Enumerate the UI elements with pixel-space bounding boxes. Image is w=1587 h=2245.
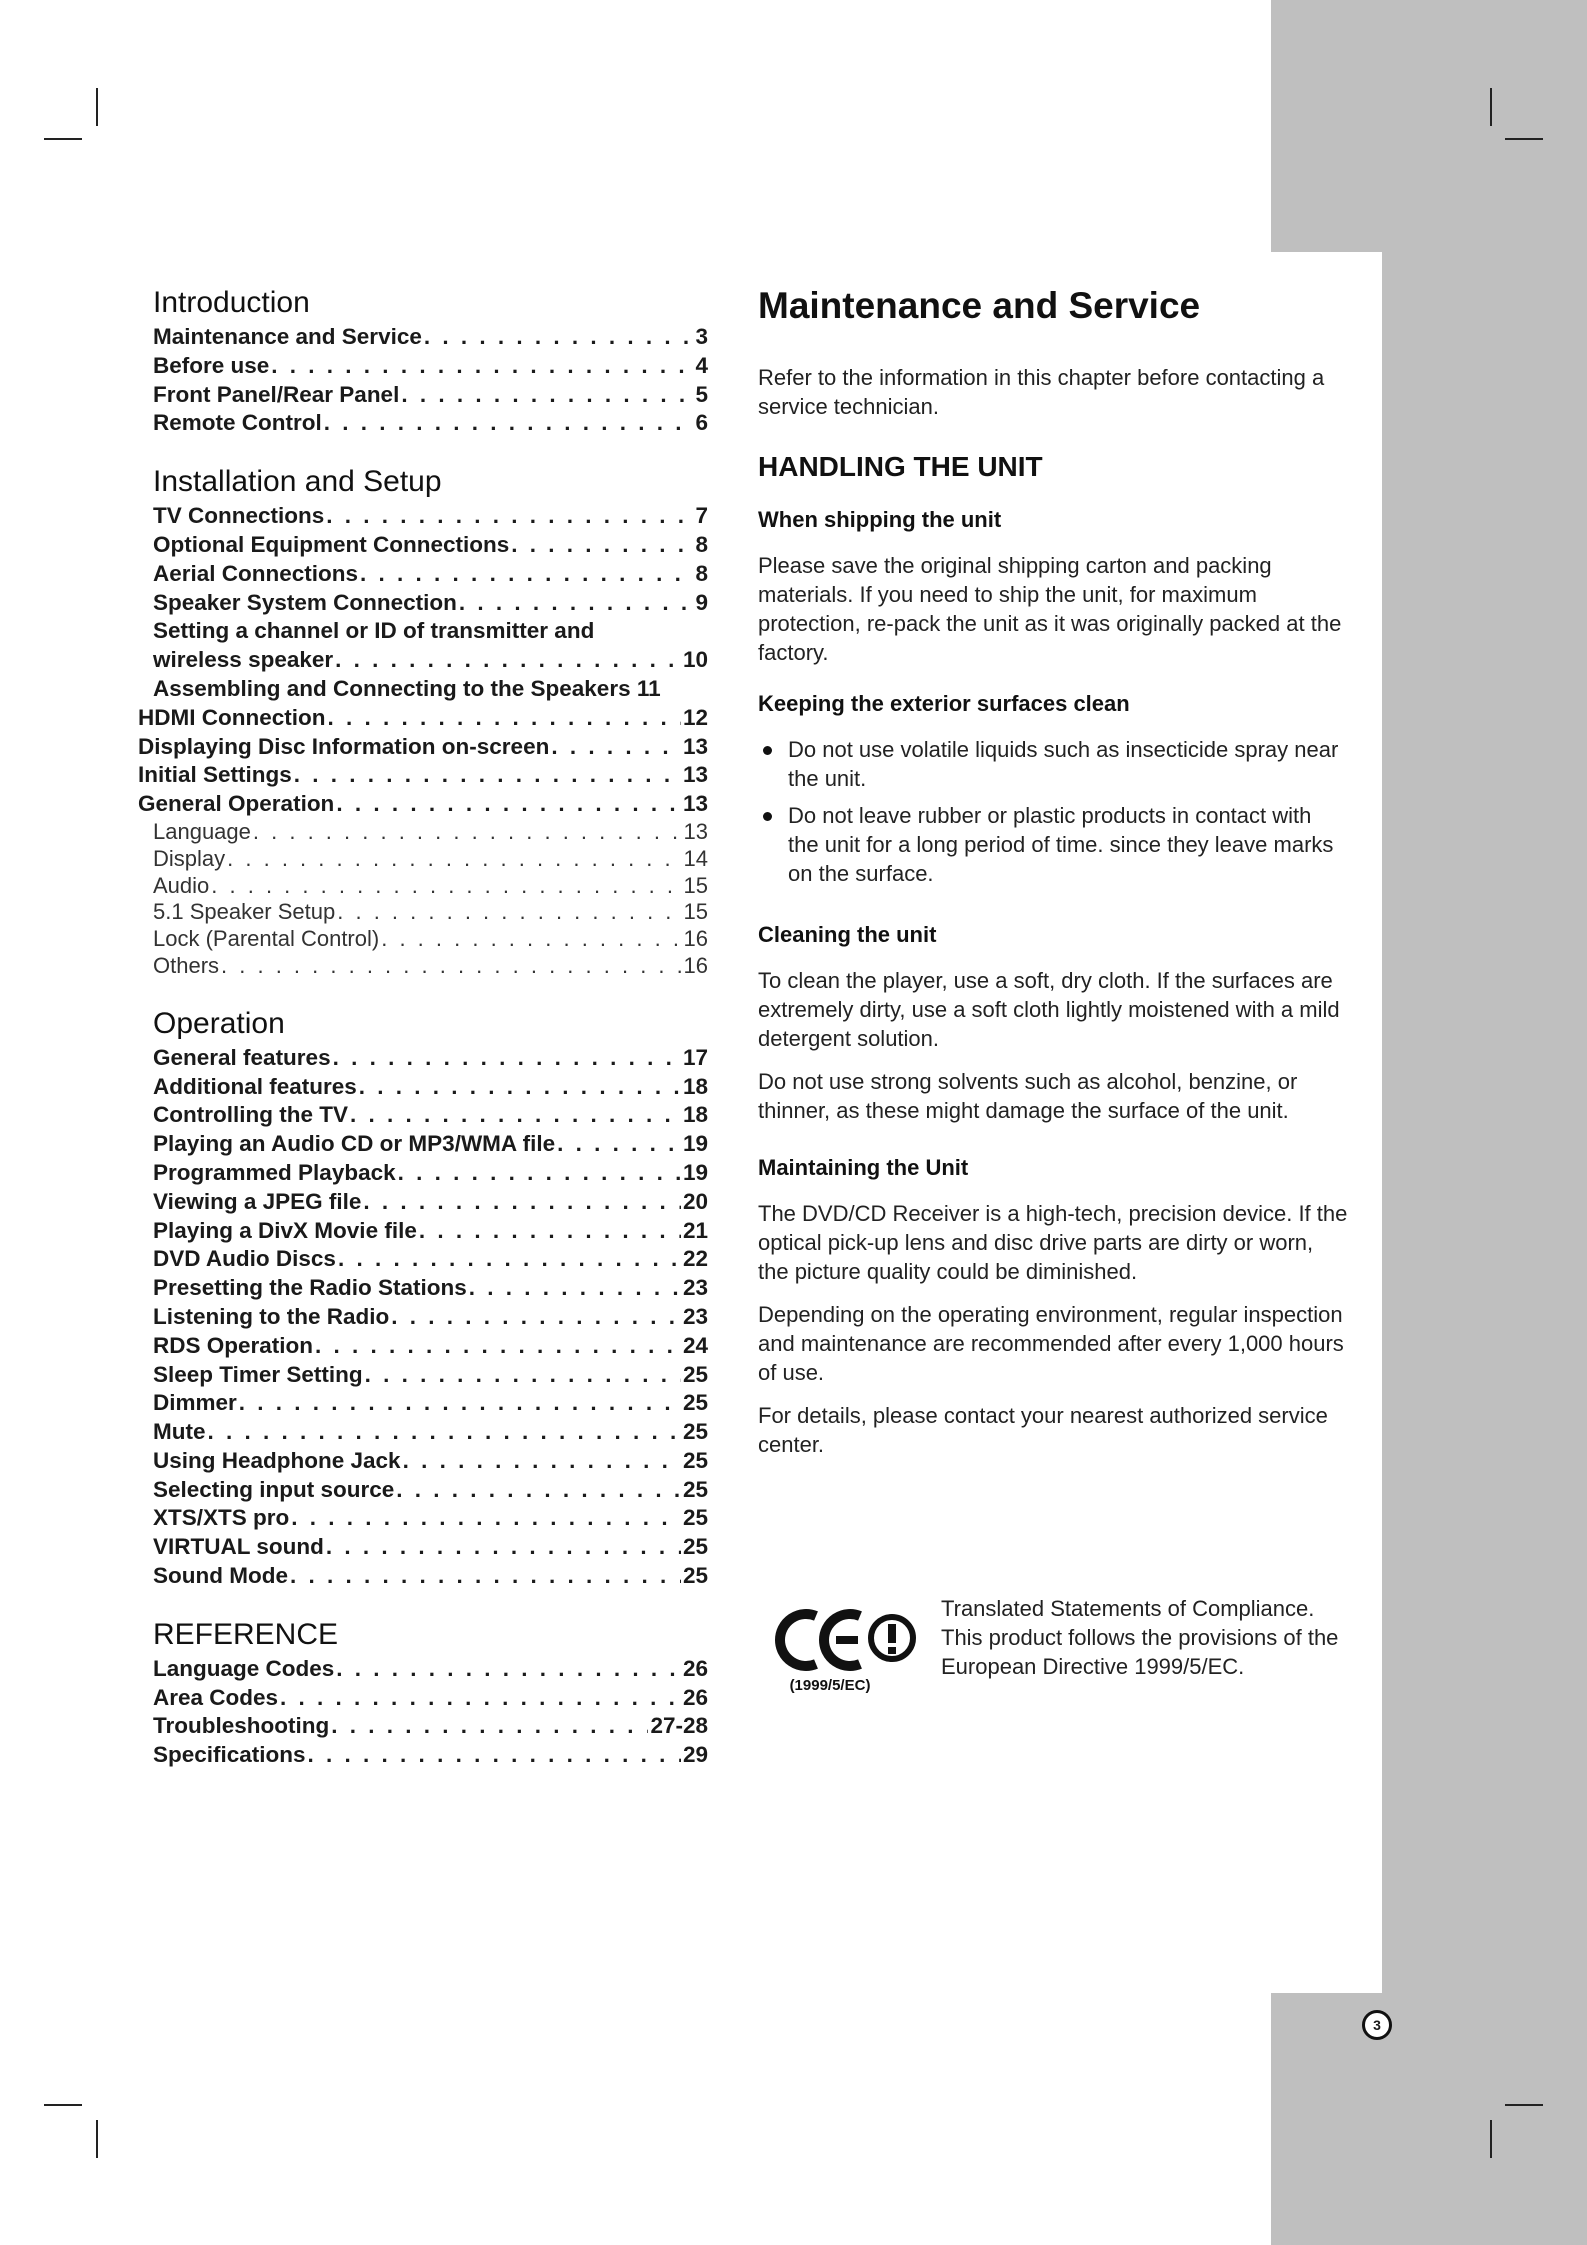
toc-leader-dots [208, 1418, 681, 1447]
toc-entry-page: 17 [682, 1044, 708, 1070]
toc-leader-dots [360, 560, 693, 589]
toc-leader-dots [381, 926, 681, 953]
toc-entry-label: Area Codes [153, 1684, 279, 1710]
toc-entry-label: Specifications [153, 1742, 306, 1768]
toc-entry-page: 25 [682, 1361, 708, 1387]
toc-entry-page: 29 [682, 1742, 708, 1768]
toc-leader-dots [326, 1533, 681, 1562]
maintaining-text: The DVD/CD Receiver is a high-tech, precision device. If the optical pick-up lens and disc drive parts are dirty or worn, the picture quality could be diminished. [758, 1201, 1348, 1284]
toc-leader-dots [308, 1741, 681, 1770]
toc-leader-dots [333, 1044, 681, 1073]
toc-entry-page: 20 [682, 1188, 708, 1214]
toc-entry [138, 1741, 708, 1770]
toc-entry-label: Selecting input source [153, 1476, 395, 1502]
toc-leader-dots [336, 790, 681, 819]
toc-entry-page: 25 [682, 1390, 708, 1416]
toc-entry [138, 761, 708, 790]
toc-entry-page: 6 [695, 410, 708, 436]
toc-entry-label: Maintenance and Service [153, 324, 422, 349]
toc-entry [138, 926, 708, 953]
list-item: Do not leave rubber or plastic products in contact with the unit for a long period of time. since they leave marks on the surface. [758, 801, 1348, 888]
toc-entry-label: VIRTUAL sound [153, 1534, 324, 1560]
toc-entry-label: Displaying Disc Information on-screen [138, 733, 550, 759]
toc-entry [138, 1044, 708, 1073]
toc-entry [138, 1476, 708, 1505]
toc-leader-dots [271, 352, 693, 381]
margin-strip-bottom [1271, 1993, 1587, 2245]
toc-entry [138, 819, 708, 846]
toc-entry [138, 1101, 708, 1130]
toc-entry [138, 560, 708, 589]
toc-entry [138, 617, 708, 646]
toc-entry [138, 675, 708, 704]
toc-entry-page: 10 [682, 647, 708, 673]
toc-entry-label: XTS/XTS pro [153, 1505, 290, 1531]
toc-entry-page: 23 [682, 1303, 708, 1329]
toc-entry-page: 22 [682, 1246, 708, 1272]
toc-leader-dots [359, 1073, 681, 1102]
toc-entry-label: Sound Mode [153, 1563, 288, 1589]
toc-entry [138, 790, 708, 819]
toc-leader-dots [239, 1389, 681, 1418]
toc-entry-label: RDS Operation [153, 1332, 314, 1358]
toc-entry-page: 25 [682, 1476, 708, 1502]
toc-leader-dots [396, 1476, 681, 1505]
toc-entry [138, 953, 708, 980]
toc-entry-label: Mute [153, 1419, 206, 1445]
toc-entry-label: Additional features [153, 1073, 357, 1099]
toc-entry-page: 23 [682, 1275, 708, 1301]
toc-leader-dots [221, 953, 681, 980]
toc-leader-dots [469, 1274, 681, 1303]
toc-entry-page: 25 [682, 1563, 708, 1589]
crop-mark [1490, 88, 1492, 126]
toc-entry [138, 1073, 708, 1102]
toc-entry [138, 1303, 708, 1332]
toc-entry-page: 13 [683, 818, 708, 844]
toc-entry-label: Sleep Timer Setting [153, 1361, 363, 1387]
toc-entry-page: 5 [695, 381, 708, 407]
toc-leader-dots [403, 1447, 681, 1476]
toc-entry-label: Aerial Connections [153, 560, 359, 586]
toc-section-title: Operation [153, 1006, 285, 1040]
toc-leader-dots [211, 873, 681, 900]
toc-leader-dots [253, 819, 682, 846]
toc-entry [138, 1712, 708, 1741]
toc-entry [138, 1361, 708, 1390]
toc-entry-page: 8 [695, 531, 708, 557]
ce-label: (1999/5/EC) [789, 1677, 871, 1694]
toc-leader-dots [338, 1245, 681, 1274]
exterior-bullets [758, 735, 1348, 888]
toc-entry-label: Viewing a JPEG file [153, 1188, 362, 1214]
toc-entry [138, 589, 708, 618]
toc-leader-dots [294, 761, 681, 790]
toc-leader-dots [335, 646, 681, 675]
toc-entry-page: 19 [682, 1159, 708, 1185]
toc-entry [138, 409, 708, 438]
toc-entry-label: Troubleshooting [153, 1713, 330, 1739]
toc-entry-page: 16 [683, 926, 708, 952]
crop-mark [96, 88, 98, 126]
toc-leader-dots [419, 1217, 681, 1246]
toc-entry-label: General Operation [138, 791, 335, 817]
toc-entry-label: Language [153, 818, 251, 844]
toc-entry-label: General features [153, 1044, 331, 1070]
toc-entry [138, 323, 708, 352]
toc-entry [138, 899, 708, 926]
crop-mark [1490, 2120, 1492, 2158]
toc-entry-label: Playing a DivX Movie file [153, 1217, 417, 1243]
toc-entry-label: Listening to the Radio [153, 1303, 390, 1329]
toc-entry [138, 502, 708, 531]
toc-entry [138, 704, 708, 733]
toc-entry-label: Controlling the TV [153, 1102, 348, 1128]
toc-entry-page: 13 [682, 733, 708, 759]
toc-entry-page: 13 [682, 762, 708, 788]
toc-entry-label: Playing an Audio CD or MP3/WMA file [153, 1131, 556, 1157]
toc-entry [138, 381, 708, 410]
page-title: Maintenance and Service [758, 285, 1201, 326]
toc-entry-page: 25 [682, 1534, 708, 1560]
toc-entry [138, 352, 708, 381]
toc-entry-label: Programmed Playback [153, 1159, 396, 1185]
toc-entry [138, 1533, 708, 1562]
toc-entry-page: 14 [683, 845, 708, 871]
toc-entry-label: Assembling and Connecting to the Speakers 11 [153, 675, 661, 701]
toc-section-title: REFERENCE [153, 1617, 339, 1651]
toc-entry-page: 18 [682, 1102, 708, 1128]
page-number: 3 [1362, 2010, 1392, 2040]
toc-entry [138, 1562, 708, 1591]
maintaining-text: Depending on the operating environment, regular inspection and maintenance are recommended after every 1,000 hours of use. [758, 1302, 1344, 1385]
toc-leader-dots [331, 1712, 648, 1741]
toc-entry-label: Audio [153, 872, 210, 898]
toc-leader-dots [511, 531, 693, 560]
shipping-text: Please save the original shipping carton and packing materials. If you need to ship the unit, for maximum protection, re-pack the unit as it was originally packed at the factory. [758, 553, 1342, 665]
toc-leader-dots [363, 1188, 681, 1217]
toc-entry-page: 27-28 [650, 1713, 708, 1739]
cleaning-text: Do not use strong solvents such as alcohol, benzine, or thinner, as these might damage the surface of the unit. [758, 1069, 1298, 1123]
toc-section [138, 1617, 708, 1770]
toc-entry-label: wireless speaker [153, 647, 334, 673]
compliance-line: Translated Statements of Compliance. [941, 1596, 1315, 1621]
crop-mark [96, 2120, 98, 2158]
toc-entry-label: Before use [153, 352, 270, 378]
compliance-line: This product follows the provisions of the European Directive 1999/5/EC. [941, 1625, 1339, 1679]
shipping-heading: When shipping the unit [758, 507, 1002, 532]
toc-entry [138, 1159, 708, 1188]
toc-leader-dots [365, 1361, 681, 1390]
toc-entry-label: Language Codes [153, 1655, 335, 1681]
toc-entry [138, 1504, 708, 1533]
toc-leader-dots [557, 1130, 681, 1159]
crop-mark [44, 2104, 82, 2106]
toc-entry-label: Display [153, 845, 226, 871]
crop-mark [1505, 138, 1543, 140]
toc-entry [138, 1684, 708, 1713]
cleaning-heading: Cleaning the unit [758, 922, 937, 947]
toc-entry [138, 1130, 708, 1159]
maintaining-text: For details, please contact your nearest authorized service center. [758, 1403, 1328, 1457]
exterior-heading: Keeping the exterior surfaces clean [758, 691, 1130, 716]
toc-leader-dots [327, 704, 680, 733]
toc-entry-label: 5.1 Speaker Setup [153, 899, 336, 925]
toc-entry [138, 531, 708, 560]
table-of-contents [138, 285, 708, 1796]
toc-entry-label: TV Connections [153, 503, 325, 529]
intro-text: Refer to the information in this chapter before contacting a service technician. [758, 365, 1325, 419]
toc-entry [138, 646, 708, 675]
toc-entry [138, 873, 708, 900]
toc-entry [138, 846, 708, 873]
toc-leader-dots [350, 1101, 681, 1130]
toc-entry-page: 4 [695, 352, 708, 378]
cleaning-text: To clean the player, use a soft, dry cloth. If the surfaces are extremely dirty, use a soft cloth lightly moistened with a mild detergent solution. [758, 968, 1340, 1051]
toc-entry-label: Optional Equipment Connections [153, 531, 510, 557]
toc-leader-dots [290, 1562, 681, 1591]
toc-entry-label: Front Panel/Rear Panel [153, 381, 400, 407]
toc-leader-dots [324, 409, 694, 438]
toc-entry-label: Lock (Parental Control) [153, 926, 380, 952]
handling-heading: HANDLING THE UNIT [758, 451, 1043, 482]
toc-entry-page: 18 [682, 1073, 708, 1099]
toc-entry-page: 25 [682, 1505, 708, 1531]
toc-entry-page: 25 [682, 1419, 708, 1445]
toc-leader-dots [551, 733, 681, 762]
toc-entry [138, 1217, 708, 1246]
toc-entry-label: Setting a channel or ID of transmitter and [153, 618, 595, 644]
toc-leader-dots [398, 1159, 681, 1188]
maintenance-section [758, 283, 1348, 1473]
toc-section-title: Introduction [153, 286, 310, 319]
toc-entry-page: 26 [682, 1655, 708, 1681]
toc-entry-page: 15 [683, 899, 708, 925]
toc-entry [138, 1389, 708, 1418]
toc-entry-page: 19 [682, 1131, 708, 1157]
toc-entry-page: 26 [682, 1684, 708, 1710]
toc-entry-page: 24 [682, 1332, 708, 1358]
toc-entry-page: 13 [682, 791, 708, 817]
toc-leader-dots [291, 1504, 681, 1533]
margin-strip-right [1382, 0, 1587, 2245]
crop-mark [44, 138, 82, 140]
toc-entry-label: HDMI Connection [138, 704, 326, 730]
toc-leader-dots [315, 1332, 681, 1361]
toc-section-title: Installation and Setup [153, 465, 442, 499]
toc-leader-dots [424, 323, 694, 352]
toc-entry [138, 1245, 708, 1274]
list-item: Do not use volatile liquids such as insecticide spray near the unit. [758, 735, 1348, 793]
toc-leader-dots [326, 502, 693, 531]
toc-entry-label: Remote Control [153, 410, 322, 436]
toc-entry-label: Presetting the Radio Stations [153, 1275, 467, 1301]
toc-entry-page: 8 [695, 560, 708, 586]
toc-leader-dots [336, 1655, 681, 1684]
toc-section [138, 464, 708, 980]
toc-leader-dots [391, 1303, 681, 1332]
toc-entry-label: Initial Settings [138, 762, 292, 788]
toc-section [138, 285, 708, 438]
toc-entry-label: Others [153, 952, 220, 978]
compliance-block [766, 1594, 1356, 1724]
toc-leader-dots [227, 846, 681, 873]
toc-leader-dots [280, 1684, 681, 1713]
toc-leader-dots [459, 589, 694, 618]
toc-entry-page: 3 [695, 324, 708, 349]
toc-entry [138, 1332, 708, 1361]
toc-entry-page: 21 [682, 1217, 708, 1243]
toc-leader-dots [401, 381, 693, 410]
toc-entry [138, 1274, 708, 1303]
toc-entry [138, 1447, 708, 1476]
ce-mark-icon [766, 1602, 916, 1702]
crop-mark [1505, 2104, 1543, 2106]
maintaining-heading: Maintaining the Unit [758, 1155, 969, 1180]
toc-section [138, 1006, 708, 1591]
toc-entry [138, 1188, 708, 1217]
toc-entry-label: Speaker System Connection [153, 589, 457, 615]
toc-entry-page: 7 [695, 503, 708, 529]
toc-entry-page: 9 [695, 589, 708, 615]
toc-entry-page: 15 [683, 872, 708, 898]
toc-entry-label: Dimmer [153, 1390, 237, 1416]
toc-entry-page: 12 [682, 704, 708, 730]
compliance-text [941, 1594, 1361, 1681]
toc-leader-dots [337, 899, 681, 926]
toc-entry-page: 25 [682, 1447, 708, 1473]
toc-entry-label: Using Headphone Jack [153, 1447, 401, 1473]
toc-entry [138, 1655, 708, 1684]
toc-entry [138, 733, 708, 762]
toc-entry-page: 16 [683, 952, 708, 978]
toc-entry [138, 1418, 708, 1447]
toc-entry-label: DVD Audio Discs [153, 1246, 336, 1272]
